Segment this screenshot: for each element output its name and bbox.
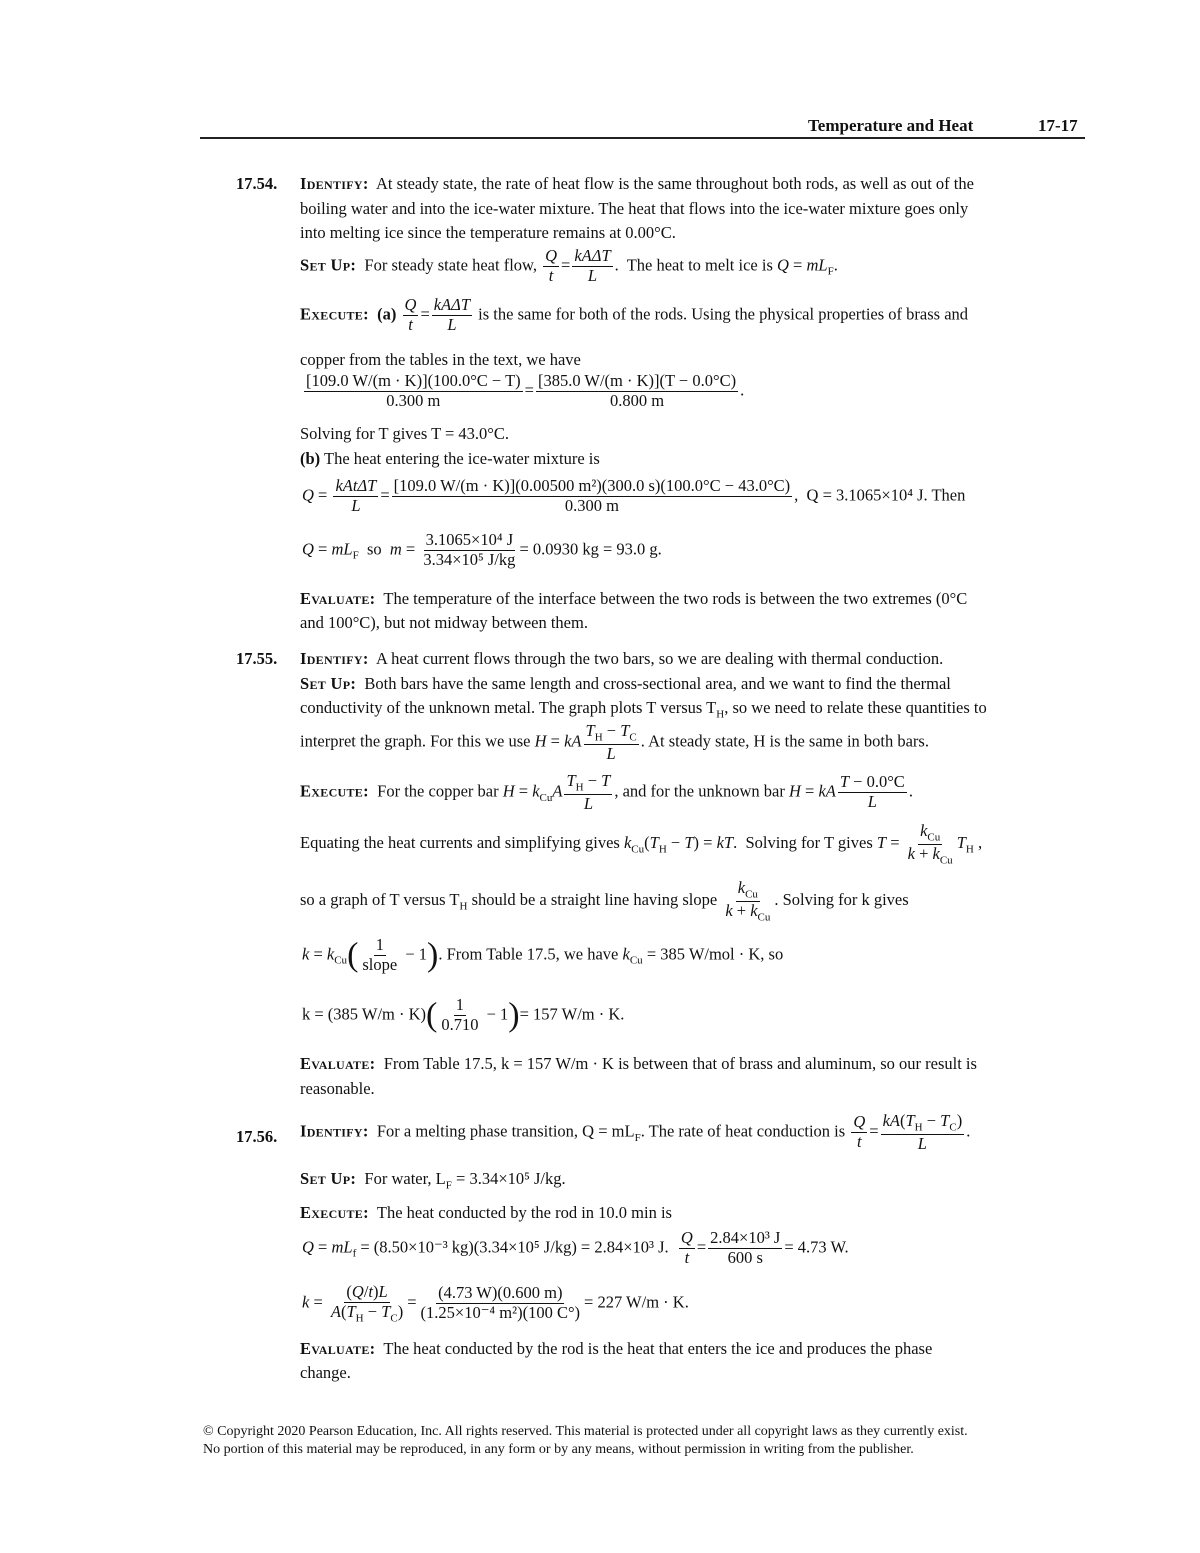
slope-value-fraction: $\frac{1}{0.710}$ xyxy=(441,995,479,1034)
heat-fraction: $\frac{\text{kAtΔT}}{L}$ xyxy=(335,476,377,515)
equate-line: Equating the heat currents and simplifying gives $k_{Cu}(T_H - T)$ = kT. Solving for T gives T = $\frac{k_{Cu}}{k + k_{Cu}}$ $T_H$ , xyxy=(300,821,983,867)
power-result: = 4.73 W. xyxy=(784,1237,849,1257)
execute-label: Execute: xyxy=(300,304,369,324)
slope-fraction: $\frac{k_{Cu}}{k + k_{Cu}}$ xyxy=(725,878,771,924)
evaluate-line-2: reasonable. xyxy=(300,1079,375,1098)
setup-text: For steady state heat flow, xyxy=(364,255,537,275)
evaluate-text: From Table 17.5, k = 157 W/m · K is between that of brass and aluminum, so our result is xyxy=(383,1054,977,1073)
identify-label: Identify: xyxy=(300,1121,369,1141)
copper-numerator: [385.0 W/(m · K)](T − 0.0°C) xyxy=(537,371,737,390)
equation-balance: $\frac{[109.0 W/(m \cdot K)](100.0^\circ C - T)}{0.300 m}$ = $\frac{[385.0 W/(m \cdot K)](T - 0.0^\circ C)}{0.800 m}$ . xyxy=(306,371,745,410)
T-solution-fraction: $\frac{k_{Cu}}{k + k_{Cu}}$ xyxy=(907,821,953,867)
temperature-gradient-fraction: $\frac{T_H - T_C}{L}$ xyxy=(585,721,637,763)
conductivity-value-fraction xyxy=(419,1284,583,1323)
evaluate-label: Evaluate: xyxy=(300,1339,376,1358)
identify-line-1 xyxy=(300,174,974,194)
execute-label: Execute: xyxy=(300,781,369,801)
evaluate-text: The temperature of the interface between the two rods is between the two extremes (0°C xyxy=(383,589,968,608)
conductivity-numerator: (4.73 W)(0.600 m) xyxy=(438,1283,563,1303)
setup-line: Set Up: For steady state heat flow, $\frac{Q}{t}$ = $\frac{\text{kAΔT}}{L}$ . The heat to melt ice is $Q = mL_F$. xyxy=(300,246,838,285)
execute-text: is the same for both of the rods. Using the physical properties of brass and xyxy=(478,304,969,324)
mass-numerator: 3.1065×10⁴ J xyxy=(425,530,514,549)
evaluate-line-1 xyxy=(300,589,967,609)
heat-value: = (8.50×10⁻³ kg)(3.34×10⁵ J/kg) = 2.84×10³ J. xyxy=(360,1237,669,1257)
graph-text-b: should be a straight line having slope xyxy=(471,890,718,910)
conductivity-equation: k = $\frac{(Q/t)L}{A(T_H - T_C)}$ = $\frac{(4.73 W)(0.600 m)}{\text{(1.25×10⁻⁴ m²)(100 C°)}}$ = 227 W/m · K. xyxy=(302,1282,689,1325)
mass-denominator: 3.34×10⁵ J/kg xyxy=(423,549,516,569)
conduction-rate-fraction: $\frac{kA(T_H - T_C)}{L}$ xyxy=(882,1111,963,1153)
execute-text: For the copper bar xyxy=(377,781,499,801)
brass-denominator: 0.300 m xyxy=(386,390,441,410)
copyright-line-2: No portion of this material may be reproduced, in any form or by any means, without permission in writing from the publisher. xyxy=(203,1442,914,1457)
interpret-line: interpret the graph. For this we use H = kA $\frac{T_H - T_C}{L}$ . At steady state, H is the same in both bars. xyxy=(300,721,929,763)
mass-result: = 0.0930 kg = 93.0 g. xyxy=(519,539,662,559)
conductivity-fraction: $\frac{(Q/t)L}{A(T_H - T_C)}$ xyxy=(330,1282,404,1325)
graph-text: so a graph of T versus T xyxy=(300,890,460,910)
slope-value: 0.710 xyxy=(441,1014,479,1034)
identify-line-2: boiling water and into the ice-water mixture. The heat that flows into the ice-water mixture goes only xyxy=(300,199,969,218)
conduction-fraction: $\frac{\text{kAΔT}}{L}$ xyxy=(574,246,611,285)
brass-term xyxy=(304,372,523,411)
problem-number-17-54: 17.54. xyxy=(236,174,278,193)
rate-fraction-2: $\frac{Q}{t}$ xyxy=(680,1228,693,1267)
interpret-text: interpret the graph. For this we use xyxy=(300,731,531,751)
identify-text: A heat current flows through the two bars, so we are dealing with thermal conduction. xyxy=(375,649,944,668)
setup-text-3: , so we need to relate these quantities to xyxy=(724,698,987,717)
execute-line: Execute: (a) $\frac{Q}{t}$ = $\frac{\text{kAΔT}}{L}$ is the same for both of the rods. Using the physical properties of brass and xyxy=(300,295,969,334)
copyright-line-1: © Copyright 2020 Pearson Education, Inc. All rights reserved. This material is protected under all copyright laws as they currently exist. xyxy=(203,1424,968,1439)
setup-text: For water, L xyxy=(364,1169,446,1188)
brass-numerator: [109.0 W/(m · K)](100.0°C − T) xyxy=(306,371,521,390)
part-b-line xyxy=(300,449,600,469)
heat-equation: $Q = mL_f = (8.50\times 10^{-3}$ kg)(3.34×10⁵ J/kg) = 2.84×10³ J. $\frac{Q}{t}$ = $\frac{\text{2.84×10³ J}}{600 s}$ = 4.73 W. xyxy=(302,1228,849,1267)
graph-text-c: . Solving for k gives xyxy=(774,890,909,910)
part-a-label: (a) xyxy=(377,304,397,324)
k-calc-line: k = (385 W/m · K)( $\frac{1}{0.710}$ − 1)= 157 W/m · K. xyxy=(302,995,625,1034)
execute-text-b: , and for the unknown bar xyxy=(614,781,785,801)
rate-fraction-2: $\frac{Q}{t}$ xyxy=(404,295,417,334)
setup-line-2 xyxy=(300,698,987,720)
identify-line-3: into melting ice since the temperature remains at 0.00°C. xyxy=(300,223,676,242)
heat-result: Q = 3.1065×10⁴ J. Then xyxy=(806,485,966,505)
setup-line-1 xyxy=(300,674,951,694)
graph-line: so a graph of T versus $T_H$ should be a straight line having slope $\frac{k_{Cu}}{k + k_{Cu}}$ . Solving for k gives xyxy=(300,878,909,924)
copper-line: copper from the tables in the text, we have xyxy=(300,350,581,369)
evaluate-line-2: and 100°C), but not midway between them. xyxy=(300,613,588,632)
setup-label: Set Up: xyxy=(300,1169,357,1188)
copper-term xyxy=(536,372,738,411)
interpret-text-b: . At steady state, H is the same in both bars. xyxy=(640,731,929,751)
power-numerator: 2.84×10³ J xyxy=(710,1228,781,1247)
evaluate-line-1 xyxy=(300,1339,932,1359)
power-denominator: 600 s xyxy=(727,1247,763,1267)
copper-denominator: 0.800 m xyxy=(609,390,665,410)
setup-line: Set Up: For water, $L_F = 3.34\times 10^5$ J/kg. xyxy=(300,1169,566,1192)
part-b-text: The heat entering the ice-water mixture is xyxy=(324,449,600,468)
identify-text: At steady state, the rate of heat flow is the same throughout both rods, as well as out of the xyxy=(375,174,974,193)
rate-fraction: $\frac{Q}{t}$ xyxy=(853,1112,866,1152)
k-result: = 157 W/m · K. xyxy=(519,1004,625,1024)
execute-label: Execute: xyxy=(300,1203,369,1222)
solve-T-line: Solving for T gives T = 43.0°C. xyxy=(300,424,510,443)
header-rule xyxy=(200,137,1085,139)
page-number: 17-17 xyxy=(1038,116,1078,135)
identify-text: For a melting phase transition, Q = mL xyxy=(376,1121,635,1141)
execute-text: The heat conducted by the rod in 10.0 min is xyxy=(376,1203,672,1222)
conductivity-result: = 227 W/m · K. xyxy=(584,1292,689,1312)
running-header-title: Temperature and Heat xyxy=(808,116,974,135)
evaluate-label: Evaluate: xyxy=(300,1054,376,1073)
equate-text-b: Solving for T gives xyxy=(745,833,873,853)
heat-denominator: 0.300 m xyxy=(564,495,619,515)
table-text: . From Table 17.5, we have xyxy=(438,944,619,964)
heat-value-fraction xyxy=(392,477,793,516)
problem-number-17-56: 17.56. xyxy=(236,1127,278,1146)
setup-text: Both bars have the same length and cross-sectional area, and we want to find the thermal xyxy=(364,674,951,693)
conduction-fraction-2: $\frac{\text{kAΔT}}{L}$ xyxy=(433,295,471,334)
setup-label: Set Up: xyxy=(300,674,357,693)
setup-subscript: H xyxy=(716,708,725,721)
inverse-slope-fraction: $\frac{1}{\text{slope}}$ xyxy=(362,935,398,974)
evaluate-text: The heat conducted by the rod is the heat that enters the ice and produces the phase xyxy=(383,1339,933,1358)
execute-line: Execute: For the copper bar $H = k_{Cu}A$ $\frac{T_H - T}{L}$ , and for the unknown bar H = kA $\frac{T - 0.0^\circ C}{L}$ . xyxy=(300,771,913,813)
identify-label: Identify: xyxy=(300,174,369,193)
mass-equation: $Q = mL_F$ so m = $\frac{\text{3.1065×10⁴ J}}{\text{3.34×10⁵ J/kg}}$ = 0.0930 kg = 93.0 g. xyxy=(302,530,662,569)
evaluate-line-2: change. xyxy=(300,1363,351,1382)
rate-fraction: $\frac{Q}{t}$ xyxy=(545,246,558,285)
identify-line: Identify: For a melting phase transition, $Q = mL_F$. The rate of heat conduction is $\frac{Q}{t}$ = $\frac{kA(T_H - T_C)}{L}$ . xyxy=(300,1111,971,1153)
identify-line xyxy=(300,649,943,669)
k-calc-text: k = (385 W/m · K) xyxy=(302,1004,427,1024)
k-formula-line: $k = k_{Cu}$( $\frac{1}{\text{slope}}$ − 1). From Table 17.5, we have $k_{Cu} = 385$ W/mol · K, so xyxy=(302,935,784,974)
power-fraction xyxy=(708,1229,782,1268)
setup-text-b: = 3.34×10⁵ J/kg. xyxy=(451,1169,566,1188)
heat-equation: Q = $\frac{\text{kAtΔT}}{L}$ = $\frac{\text{[109.0 W/(m · K)](0.00500 m²)(300.0 s)(100.0°C − 43.0°C)}}{0.300 m}$ , Q = 3.1065×10⁴ J. Then xyxy=(302,476,966,515)
problem-number-17-55: 17.55. xyxy=(236,649,278,668)
conductivity-denominator: (1.25×10⁻⁴ m²)(100 C°) xyxy=(420,1303,581,1323)
identify-text-b: . The rate of heat conduction is xyxy=(640,1121,846,1141)
equate-text: Equating the heat currents and simplifying gives xyxy=(300,833,620,853)
evaluate-line-1 xyxy=(300,1054,977,1074)
setup-label: Set Up: xyxy=(300,255,357,275)
setup-text-2: conductivity of the unknown metal. The graph plots T versus T xyxy=(300,698,717,717)
identify-label: Identify: xyxy=(300,649,369,668)
unknown-gradient-fraction: $\frac{T - 0.0^\circ C}{L}$ xyxy=(839,772,905,812)
table-value: = 385 W/mol · K, so xyxy=(646,944,784,964)
heat-numerator: [109.0 W/(m · K)](0.00500 m²)(300.0 s)(100.0°C − 43.0°C) xyxy=(393,476,791,495)
mass-fraction xyxy=(421,531,517,570)
evaluate-label: Evaluate: xyxy=(300,589,376,608)
slope-word: slope xyxy=(362,954,398,974)
copper-gradient-fraction: $\frac{T_H - T}{L}$ xyxy=(566,771,611,813)
execute-line xyxy=(300,1203,672,1223)
part-b-label: (b) xyxy=(300,449,321,468)
setup-text-b: The heat to melt ice is xyxy=(626,255,773,275)
